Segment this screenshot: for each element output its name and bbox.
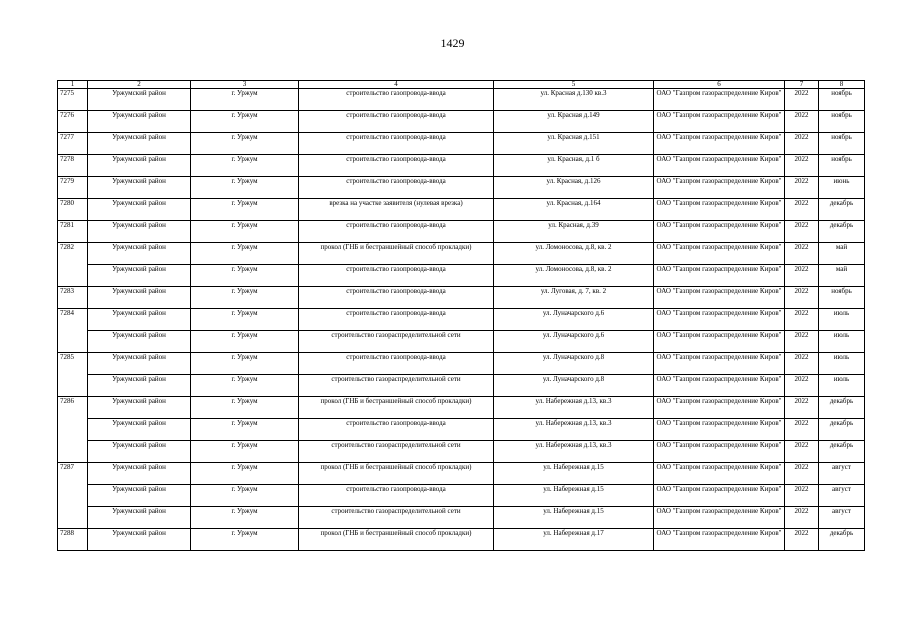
work-type-cell: строительство газопровода-ввода <box>299 177 494 199</box>
year-cell: 2022 <box>785 111 819 133</box>
work-type-cell: строительство газопровода-ввода <box>299 133 494 155</box>
table-row <box>58 331 865 353</box>
row-number: 7285 <box>58 353 88 375</box>
organization-cell: ОАО "Газпром газораспределение Киров" <box>654 463 785 485</box>
row-number: 7275 <box>58 89 88 111</box>
district-cell: Уржумский район <box>88 353 191 375</box>
work-type-cell: прокол (ГНБ и бестраншейный способ прокладки) <box>299 397 494 419</box>
table-row <box>58 287 865 309</box>
table-row <box>58 155 865 177</box>
row-number <box>58 331 88 353</box>
organization-cell: ОАО "Газпром газораспределение Киров" <box>654 485 785 507</box>
row-number <box>58 507 88 529</box>
address-cell: ул. Красная, д.126 <box>494 177 654 199</box>
month-cell: ноябрь <box>819 287 865 309</box>
page-number: 1429 <box>440 36 465 50</box>
month-cell: июль <box>819 309 865 331</box>
month-cell: ноябрь <box>819 133 865 155</box>
town-cell: г. Уржум <box>191 397 299 419</box>
year-cell: 2022 <box>785 397 819 419</box>
organization-cell: ОАО "Газпром газораспределение Киров" <box>654 353 785 375</box>
year-cell: 2022 <box>785 243 819 265</box>
month-cell: ноябрь <box>819 155 865 177</box>
district-cell: Уржумский район <box>88 463 191 485</box>
row-number <box>58 485 88 507</box>
month-cell: август <box>819 463 865 485</box>
column-number: 5 <box>494 81 654 89</box>
year-cell: 2022 <box>785 221 819 243</box>
table-row <box>58 133 865 155</box>
town-cell: г. Уржум <box>191 419 299 441</box>
organization-cell: ОАО "Газпром газораспределение Киров" <box>654 309 785 331</box>
year-cell: 2022 <box>785 529 819 551</box>
district-cell: Уржумский район <box>88 243 191 265</box>
address-cell: ул. Красная д.151 <box>494 133 654 155</box>
organization-cell: ОАО "Газпром газораспределение Киров" <box>654 507 785 529</box>
row-number: 7283 <box>58 287 88 309</box>
year-cell: 2022 <box>785 199 819 221</box>
column-number: 6 <box>654 81 785 89</box>
organization-cell: ОАО "Газпром газораспределение Киров" <box>654 265 785 287</box>
work-type-cell: прокол (ГНБ и бестраншейный способ прокладки) <box>299 463 494 485</box>
year-cell: 2022 <box>785 331 819 353</box>
month-cell: июль <box>819 375 865 397</box>
month-cell: декабрь <box>819 199 865 221</box>
organization-cell: ОАО "Газпром газораспределение Киров" <box>654 375 785 397</box>
organization-cell: ОАО "Газпром газораспределение Киров" <box>654 89 785 111</box>
address-cell: ул. Луначарского д.8 <box>494 353 654 375</box>
table-row <box>58 89 865 111</box>
town-cell: г. Уржум <box>191 375 299 397</box>
table-row <box>58 397 865 419</box>
work-type-cell: прокол (ГНБ и бестраншейный способ прокладки) <box>299 529 494 551</box>
organization-cell: ОАО "Газпром газораспределение Киров" <box>654 441 785 463</box>
row-number <box>58 265 88 287</box>
month-cell: декабрь <box>819 419 865 441</box>
row-number <box>58 419 88 441</box>
column-number: 7 <box>785 81 819 89</box>
organization-cell: ОАО "Газпром газораспределение Киров" <box>654 221 785 243</box>
year-cell: 2022 <box>785 287 819 309</box>
organization-cell: ОАО "Газпром газораспределение Киров" <box>654 177 785 199</box>
town-cell: г. Уржум <box>191 177 299 199</box>
address-cell: ул. Ломоносова, д.8, кв. 2 <box>494 243 654 265</box>
town-cell: г. Уржум <box>191 331 299 353</box>
district-cell: Уржумский район <box>88 287 191 309</box>
month-cell: май <box>819 243 865 265</box>
row-number: 7288 <box>58 529 88 551</box>
town-cell: г. Уржум <box>191 133 299 155</box>
district-cell: Уржумский район <box>88 507 191 529</box>
year-cell: 2022 <box>785 133 819 155</box>
table-row <box>58 507 865 529</box>
town-cell: г. Уржум <box>191 287 299 309</box>
year-cell: 2022 <box>785 463 819 485</box>
address-cell: ул. Луначарского д.6 <box>494 309 654 331</box>
town-cell: г. Уржум <box>191 309 299 331</box>
table-row <box>58 353 865 375</box>
column-number-row <box>58 81 865 89</box>
data-table <box>57 80 865 551</box>
month-cell: декабрь <box>819 397 865 419</box>
work-type-cell: строительство газораспределительной сети <box>299 375 494 397</box>
work-type-cell: строительство газопровода-ввода <box>299 309 494 331</box>
work-type-cell: строительство газопровода-ввода <box>299 419 494 441</box>
organization-cell: ОАО "Газпром газораспределение Киров" <box>654 397 785 419</box>
district-cell: Уржумский район <box>88 111 191 133</box>
town-cell: г. Уржум <box>191 221 299 243</box>
row-number: 7284 <box>58 309 88 331</box>
year-cell: 2022 <box>785 309 819 331</box>
table-row <box>58 309 865 331</box>
town-cell: г. Уржум <box>191 463 299 485</box>
row-number: 7277 <box>58 133 88 155</box>
month-cell: ноябрь <box>819 111 865 133</box>
organization-cell: ОАО "Газпром газораспределение Киров" <box>654 529 785 551</box>
town-cell: г. Уржум <box>191 529 299 551</box>
table-row <box>58 419 865 441</box>
district-cell: Уржумский район <box>88 397 191 419</box>
month-cell: декабрь <box>819 529 865 551</box>
address-cell: ул. Набережная д.15 <box>494 485 654 507</box>
address-cell: ул. Луначарского д.6 <box>494 331 654 353</box>
town-cell: г. Уржум <box>191 199 299 221</box>
year-cell: 2022 <box>785 265 819 287</box>
row-number <box>58 441 88 463</box>
year-cell: 2022 <box>785 507 819 529</box>
town-cell: г. Уржум <box>191 485 299 507</box>
row-number <box>58 375 88 397</box>
district-cell: Уржумский район <box>88 89 191 111</box>
address-cell: ул. Набережная д.13, кв.3 <box>494 441 654 463</box>
town-cell: г. Уржум <box>191 155 299 177</box>
address-cell: ул. Красная, д.1 б <box>494 155 654 177</box>
work-type-cell: строительство газораспределительной сети <box>299 507 494 529</box>
address-cell: ул. Красная д.149 <box>494 111 654 133</box>
month-cell: декабрь <box>819 441 865 463</box>
year-cell: 2022 <box>785 155 819 177</box>
row-number: 7287 <box>58 463 88 485</box>
organization-cell: ОАО "Газпром газораспределение Киров" <box>654 331 785 353</box>
work-type-cell: прокол (ГНБ и бестраншейный способ прокладки) <box>299 243 494 265</box>
work-type-cell: строительство газопровода-ввода <box>299 89 494 111</box>
row-number: 7276 <box>58 111 88 133</box>
town-cell: г. Уржум <box>191 507 299 529</box>
district-cell: Уржумский район <box>88 177 191 199</box>
month-cell: июль <box>819 331 865 353</box>
table-row <box>58 485 865 507</box>
address-cell: ул. Набережная д.17 <box>494 529 654 551</box>
table-row <box>58 199 865 221</box>
month-cell: август <box>819 507 865 529</box>
district-cell: Уржумский район <box>88 221 191 243</box>
town-cell: г. Уржум <box>191 353 299 375</box>
row-number: 7282 <box>58 243 88 265</box>
work-type-cell: строительство газопровода-ввода <box>299 485 494 507</box>
column-number: 1 <box>58 81 88 89</box>
address-cell: ул. Красная д.130 кв.3 <box>494 89 654 111</box>
address-cell: ул. Набережная д.15 <box>494 463 654 485</box>
year-cell: 2022 <box>785 419 819 441</box>
work-type-cell: строительство газораспределительной сети <box>299 441 494 463</box>
organization-cell: ОАО "Газпром газораспределение Киров" <box>654 155 785 177</box>
table-row <box>58 529 865 551</box>
work-type-cell: строительство газопровода-ввода <box>299 353 494 375</box>
work-type-cell: строительство газопровода-ввода <box>299 221 494 243</box>
row-number: 7280 <box>58 199 88 221</box>
address-cell: ул. Луначарского д.8 <box>494 375 654 397</box>
month-cell: декабрь <box>819 221 865 243</box>
column-number: 4 <box>299 81 494 89</box>
district-cell: Уржумский район <box>88 199 191 221</box>
year-cell: 2022 <box>785 375 819 397</box>
district-cell: Уржумский район <box>88 133 191 155</box>
table-row <box>58 177 865 199</box>
town-cell: г. Уржум <box>191 111 299 133</box>
district-cell: Уржумский район <box>88 419 191 441</box>
work-type-cell: строительство газопровода-ввода <box>299 287 494 309</box>
district-cell: Уржумский район <box>88 265 191 287</box>
town-cell: г. Уржум <box>191 265 299 287</box>
organization-cell: ОАО "Газпром газораспределение Киров" <box>654 199 785 221</box>
organization-cell: ОАО "Газпром газораспределение Киров" <box>654 287 785 309</box>
row-number: 7281 <box>58 221 88 243</box>
town-cell: г. Уржум <box>191 441 299 463</box>
town-cell: г. Уржум <box>191 243 299 265</box>
table-row <box>58 441 865 463</box>
row-number: 7286 <box>58 397 88 419</box>
row-number: 7279 <box>58 177 88 199</box>
work-type-cell: строительство газопровода-ввода <box>299 265 494 287</box>
district-cell: Уржумский район <box>88 375 191 397</box>
address-cell: ул. Набережная д.15 <box>494 507 654 529</box>
address-cell: ул. Луговая, д. 7, кв. 2 <box>494 287 654 309</box>
district-cell: Уржумский район <box>88 441 191 463</box>
address-cell: ул. Набережная д.13, кв.3 <box>494 397 654 419</box>
month-cell: май <box>819 265 865 287</box>
month-cell: ноябрь <box>819 89 865 111</box>
address-cell: ул. Красная, д.39 <box>494 221 654 243</box>
year-cell: 2022 <box>785 177 819 199</box>
table-row <box>58 111 865 133</box>
column-number: 2 <box>88 81 191 89</box>
district-cell: Уржумский район <box>88 309 191 331</box>
table-row <box>58 375 865 397</box>
column-number: 3 <box>191 81 299 89</box>
address-cell: ул. Набережная д.13, кв.3 <box>494 419 654 441</box>
work-type-cell: строительство газораспределительной сети <box>299 331 494 353</box>
organization-cell: ОАО "Газпром газораспределение Киров" <box>654 243 785 265</box>
district-cell: Уржумский район <box>88 485 191 507</box>
row-number: 7278 <box>58 155 88 177</box>
year-cell: 2022 <box>785 441 819 463</box>
organization-cell: ОАО "Газпром газораспределение Киров" <box>654 419 785 441</box>
table-row <box>58 221 865 243</box>
column-number: 8 <box>819 81 865 89</box>
year-cell: 2022 <box>785 485 819 507</box>
district-cell: Уржумский район <box>88 529 191 551</box>
district-cell: Уржумский район <box>88 155 191 177</box>
table-row <box>58 243 865 265</box>
organization-cell: ОАО "Газпром газораспределение Киров" <box>654 111 785 133</box>
address-cell: ул. Ломоносова, д.8, кв. 2 <box>494 265 654 287</box>
work-type-cell: строительство газопровода-ввода <box>299 155 494 177</box>
address-cell: ул. Красная, д.164 <box>494 199 654 221</box>
work-type-cell: врезка на участке заявителя (нулевая врезка) <box>299 199 494 221</box>
month-cell: июль <box>819 353 865 375</box>
organization-cell: ОАО "Газпром газораспределение Киров" <box>654 133 785 155</box>
work-type-cell: строительство газопровода-ввода <box>299 111 494 133</box>
table-row <box>58 265 865 287</box>
district-cell: Уржумский район <box>88 331 191 353</box>
month-cell: июнь <box>819 177 865 199</box>
town-cell: г. Уржум <box>191 89 299 111</box>
year-cell: 2022 <box>785 353 819 375</box>
month-cell: август <box>819 485 865 507</box>
table-row <box>58 463 865 485</box>
year-cell: 2022 <box>785 89 819 111</box>
